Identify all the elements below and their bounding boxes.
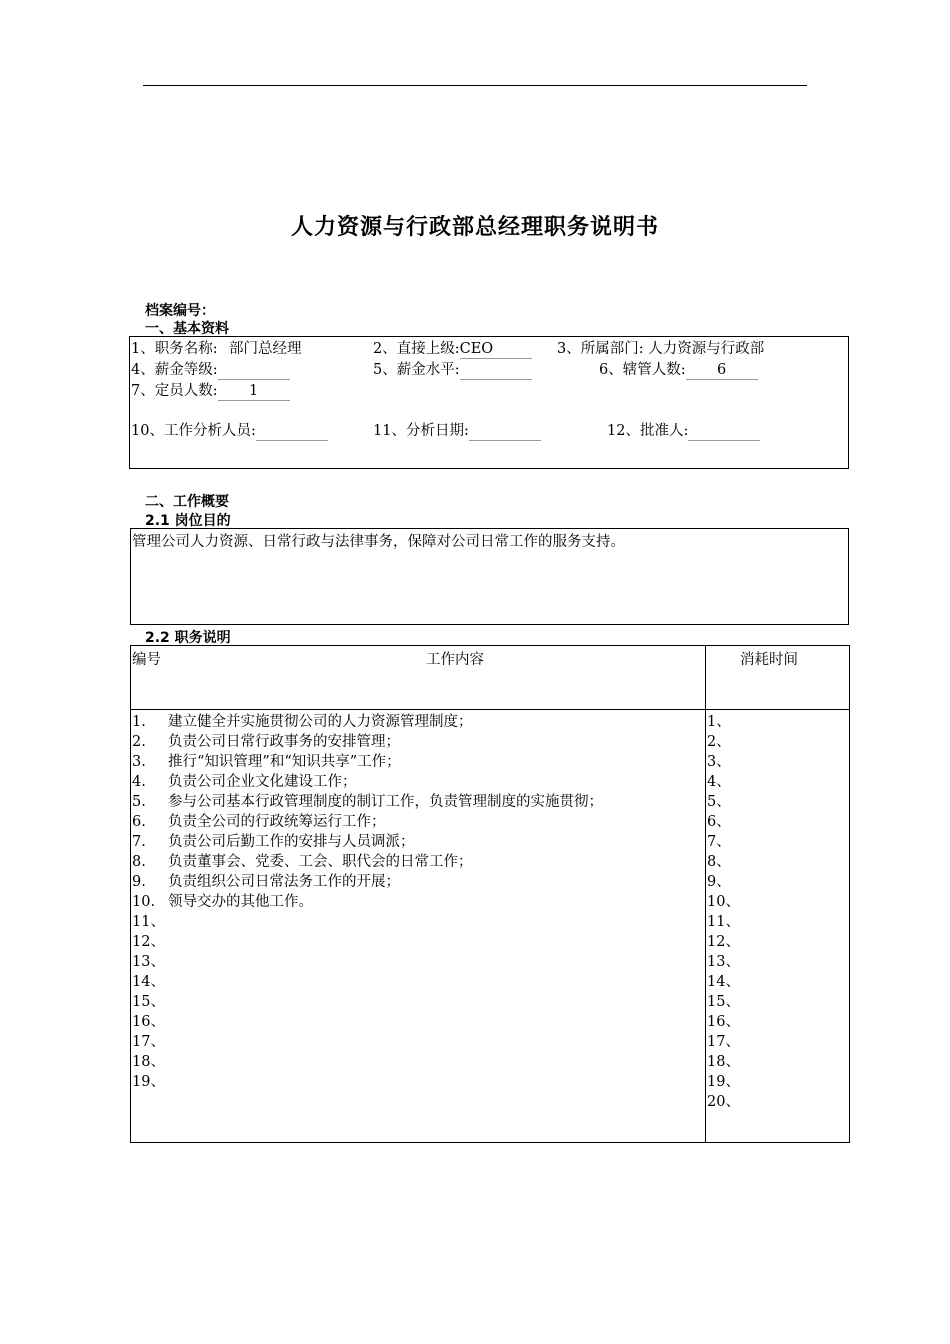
duties-header-divider [130,709,850,710]
col-content-header: 工作内容 [426,652,484,668]
job-title-value: 部门总经理 [228,341,302,357]
time-row: 14、 [707,974,740,990]
superior-label: 2、直接上级: [373,341,460,357]
row-number: 18、 [132,1054,165,1070]
row-number: 8. [132,854,146,870]
table-row [132,912,702,932]
job-title-label: 1、职务名称: [131,341,218,357]
table-row [132,712,702,732]
duty-rows [132,712,702,1092]
time-row: 18、 [707,1054,740,1070]
section1-heading: 一、基本资料 [145,321,229,337]
section2-heading: 二、工作概要 [145,494,229,510]
subordinates-value: 6 [686,361,758,380]
subordinates-field [599,360,758,380]
row-number: 12、 [132,934,165,950]
table-row [132,772,702,792]
row-number: 11、 [132,914,165,930]
time-row: 5、 [707,794,731,810]
analysis-date-label: 11、分析日期: [373,423,469,439]
analysis-date-value [469,422,541,441]
headcount-value: 1 [218,382,290,401]
row-number: 17、 [132,1034,165,1050]
col-number-header: 编号 [132,652,161,668]
row-number: 2. [132,734,146,750]
row-number: 5. [132,794,146,810]
file-number-label: 档案编号： [145,303,215,319]
table-row [132,792,702,812]
table-row [132,1032,702,1052]
row-content: 领导交办的其他工作。 [168,894,313,910]
time-row: 2、 [707,734,731,750]
table-row [132,732,702,752]
approver-label: 12、批准人: [607,423,689,439]
time-row: 16、 [707,1014,740,1030]
time-row: 4、 [707,774,731,790]
time-row: 20、 [707,1094,740,1110]
row-content: 推行“知识管理”和“知识共享”工作； [168,754,401,770]
table-row [132,932,702,952]
row-content: 负责公司企业文化建设工作； [168,774,357,790]
table-row [132,852,702,872]
row-number: 13、 [132,954,165,970]
duties-column-divider [705,645,706,1143]
time-row: 13、 [707,954,740,970]
duties-heading: 2.2 职务说明 [145,630,231,646]
table-row [132,972,702,992]
headcount-field [131,381,290,401]
headcount-label: 7、定员人数: [131,383,218,399]
time-row: 17、 [707,1034,740,1050]
table-row [132,952,702,972]
header-rule [143,85,807,86]
row-content: 负责组织公司日常法务工作的开展； [168,874,400,890]
salary-grade-label: 4、薪金等级: [131,362,218,378]
time-row: 7、 [707,834,731,850]
row-content: 负责公司后勤工作的安排与人员调派； [168,834,415,850]
table-row [132,752,702,772]
superior-value: CEO [460,340,532,359]
row-number: 3. [132,754,146,770]
table-row [132,872,702,892]
row-content: 建立健全并实施贯彻公司的人力资源管理制度； [168,714,473,730]
row-content: 负责公司日常行政事务的安排管理； [168,734,400,750]
time-row: 1、 [707,714,731,730]
row-number: 19、 [132,1074,165,1090]
document-title: 人力资源与行政部总经理职务说明书 [290,215,659,240]
time-row: 10、 [707,894,740,910]
analyst-value [256,422,328,441]
salary-grade-field [131,360,290,380]
job-title-field [131,339,308,359]
row-content: 参与公司基本行政管理制度的制订工作，负责管理制度的实施贯彻； [168,794,603,810]
purpose-heading: 2.1 岗位目的 [145,513,231,529]
salary-level-field [373,360,532,380]
time-row: 19、 [707,1074,740,1090]
row-number: 7. [132,834,146,850]
time-row: 9、 [707,874,731,890]
department-label: 3、所属部门: [557,341,644,357]
analysis-date-field [373,421,541,441]
time-row: 11、 [707,914,740,930]
table-row [132,812,702,832]
row-content: 负责全公司的行政统筹运行工作； [168,814,386,830]
salary-grade-value [218,361,290,380]
approver-value [688,422,760,441]
time-row: 12、 [707,934,740,950]
row-content: 负责董事会、党委、工会、职代会的日常工作； [168,854,473,870]
table-row [132,992,702,1012]
col-time-header: 消耗时间 [740,652,798,668]
row-number: 16、 [132,1014,165,1030]
time-rows [707,712,847,1112]
superior-field [373,339,532,359]
table-row [132,1052,702,1072]
row-number: 6. [132,814,146,830]
analyst-label: 10、工作分析人员: [131,423,256,439]
table-row [132,832,702,852]
row-number: 14、 [132,974,165,990]
salary-level-value [460,361,532,380]
table-row [132,1012,702,1032]
salary-level-label: 5、薪金水平: [373,362,460,378]
time-row: 15、 [707,994,740,1010]
time-row: 8、 [707,854,731,870]
subordinates-label: 6、辖管人数: [599,362,686,378]
row-number: 9. [132,874,146,890]
department-field [557,339,764,359]
time-row: 3、 [707,754,731,770]
department-value: 人力资源与行政部 [648,341,765,357]
purpose-text: 管理公司人力资源、日常行政与法律事务，保障对公司日常工作的服务支持。 [132,534,625,550]
row-number: 15、 [132,994,165,1010]
table-row [132,1072,702,1092]
analyst-field [131,421,328,441]
row-number: 10. [132,894,156,910]
time-row: 6、 [707,814,731,830]
row-number: 4. [132,774,146,790]
row-number: 1. [132,714,146,730]
approver-field [607,421,760,441]
table-row [132,892,702,912]
